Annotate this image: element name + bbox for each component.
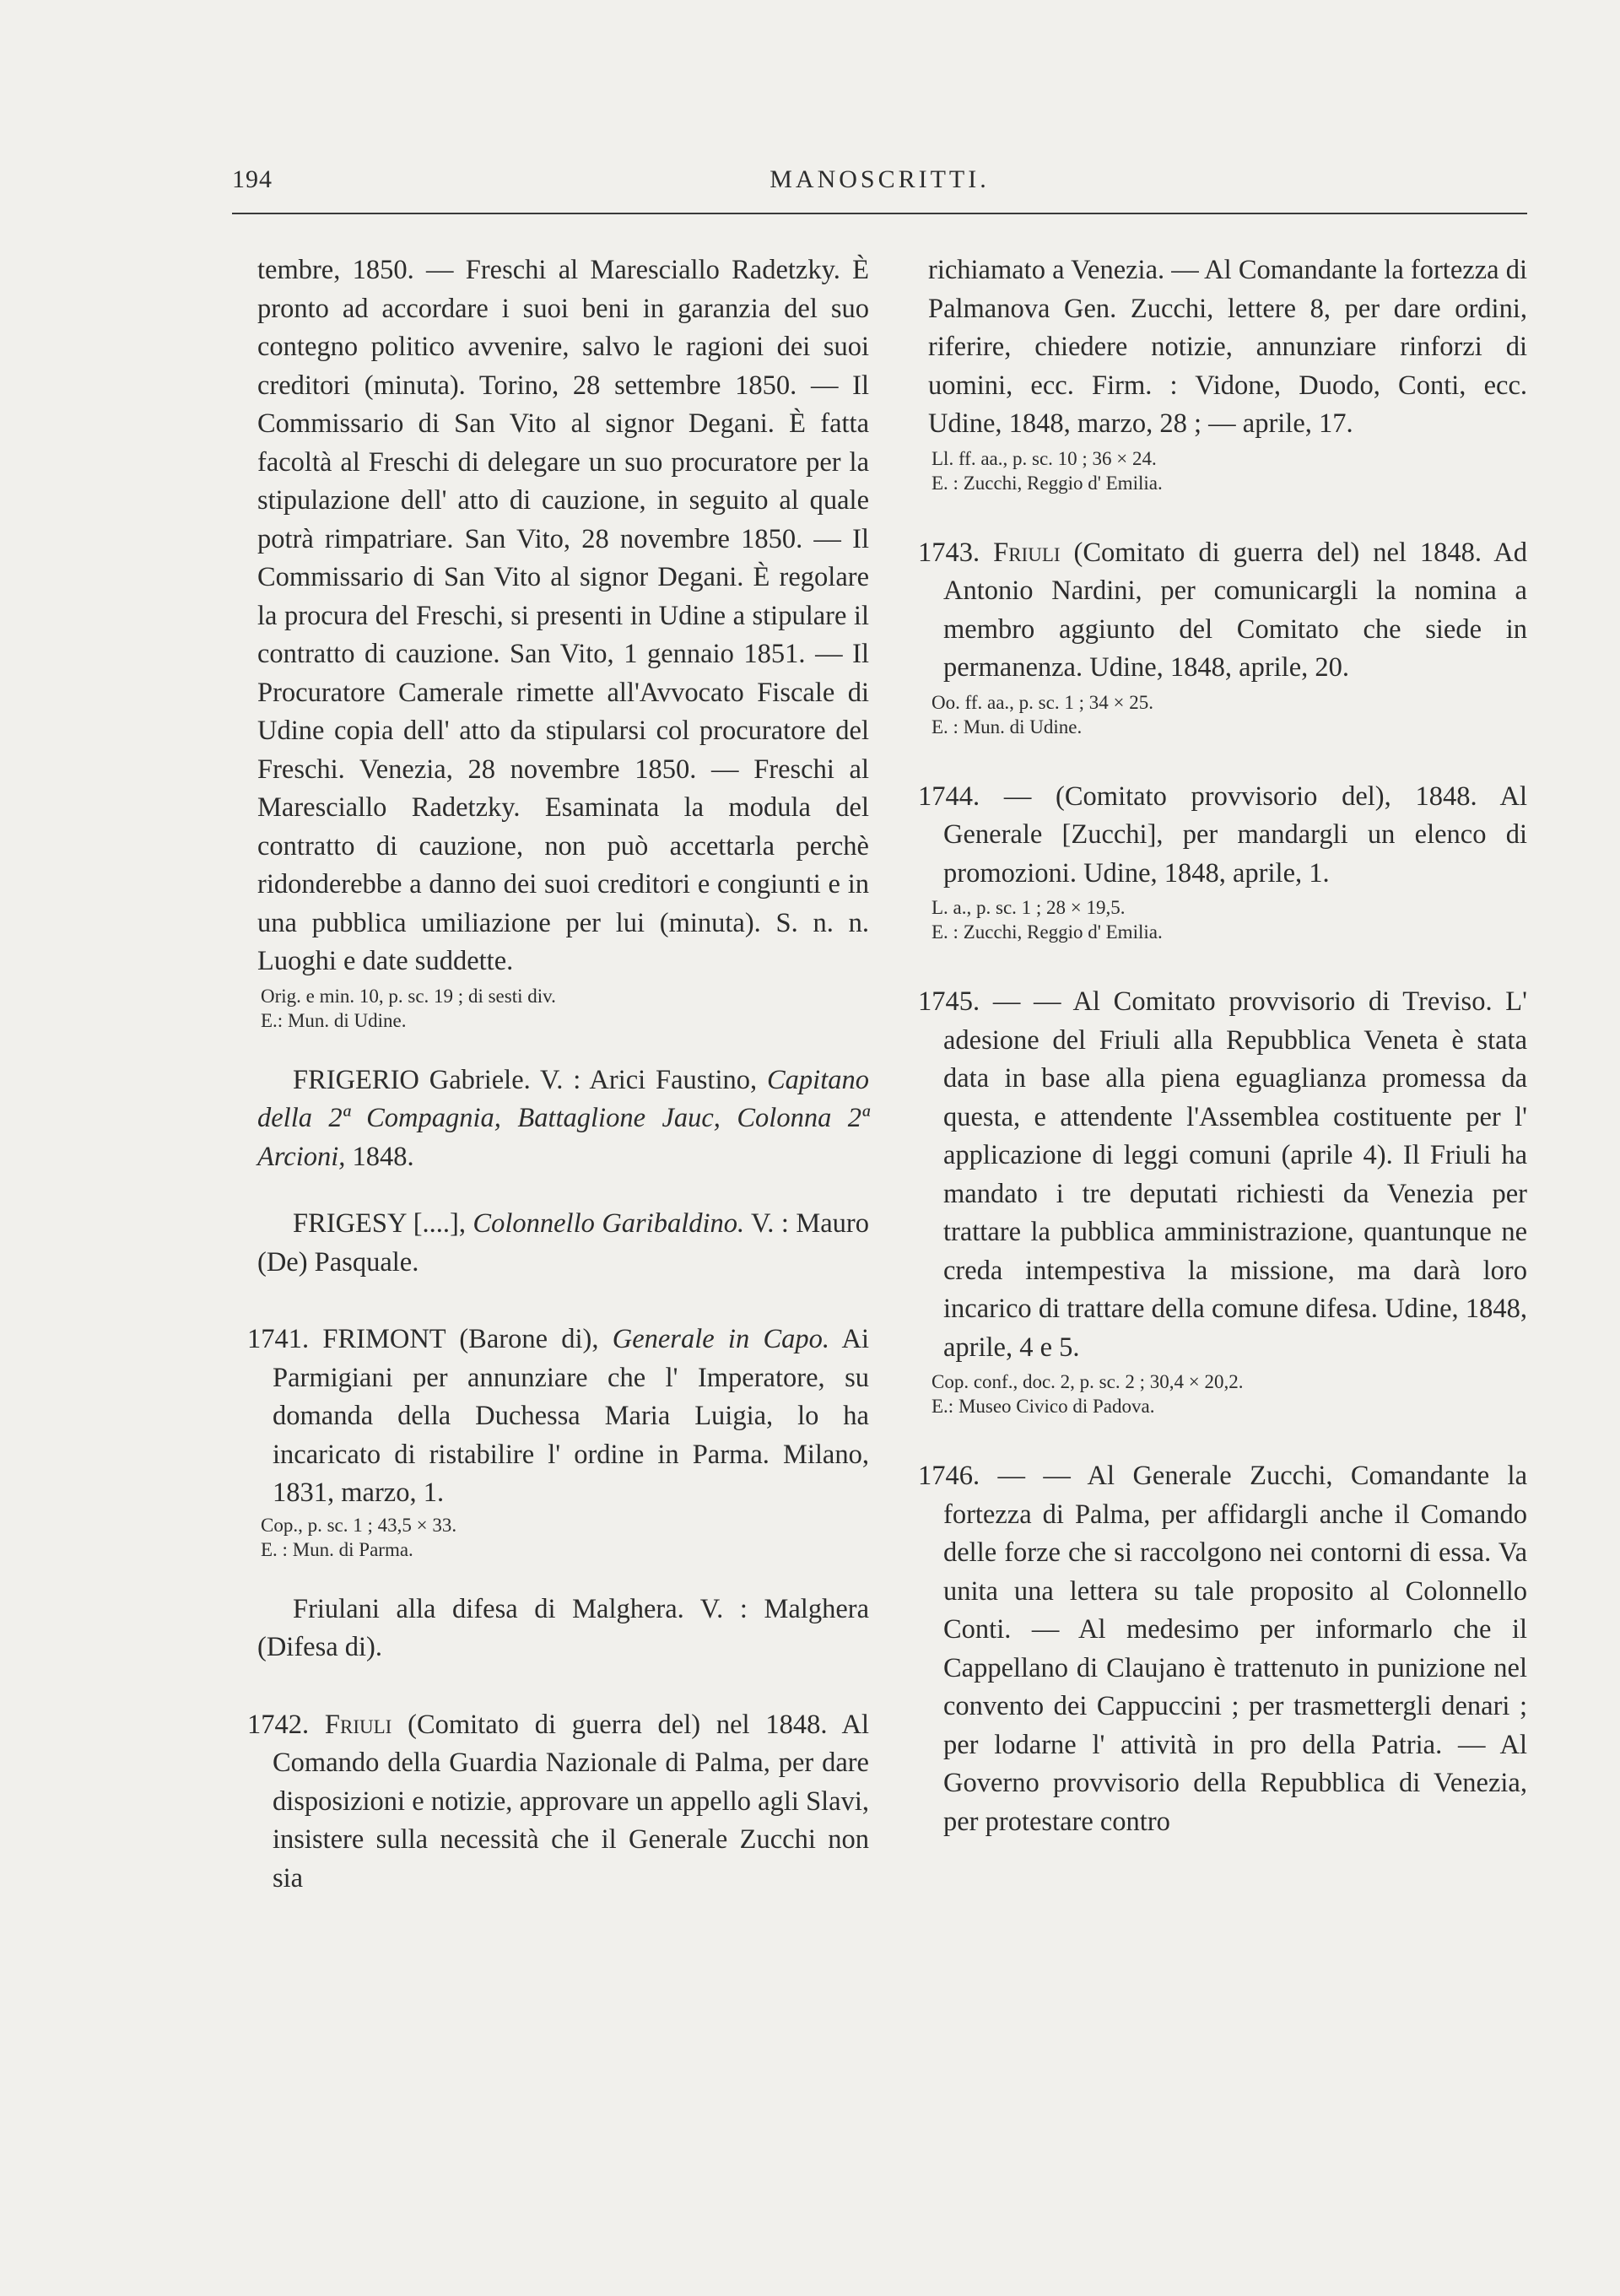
entry-1741-source-note: Cop., p. sc. 1 ; 43,5 × 33. xyxy=(261,1514,457,1536)
entry-1743 xyxy=(918,534,1527,688)
frigerio-title: Capitano della 2ª Compagnia, Battaglione Jauc, Colonna 2ª Arcioni, xyxy=(257,1064,869,1172)
entry-1741-head: 1741. FRIMONT (Barone di), xyxy=(247,1324,613,1354)
source-note: Ll. ff. aa., p. sc. 10 ; 36 × 24. xyxy=(932,447,1157,469)
frigesy-name: FRIGESY [....], xyxy=(293,1208,473,1239)
entry-1741-location-note: E. : Mun. di Parma. xyxy=(261,1538,413,1560)
source-note: Orig. e min. 10, p. sc. 19 ; di sesti div. xyxy=(261,985,556,1007)
entry-1745-source-note: Cop. conf., doc. 2, p. sc. 2 ; 30,4 × 20,2. xyxy=(932,1371,1244,1392)
entry-1745: 1745. — — Al Comitato provvisorio di Treviso. L' adesione del Friuli alla Repubblica Veneta è stata data in base alla piena eguaglianza promessa da questa, e attendente l'Assemblea costituente per l' applicazione di leggi comuni (aprile 4). Il Friuli ha mandato i tre deputati richiesti da Venezia per trattare la pubblica amministrazione, quantunque ne creda intempestiva la missione, ma darà loro incarico di trattare della comune difesa. Udine, 1848, aprile, 4 e 5. xyxy=(918,986,1527,1363)
spacer xyxy=(257,1562,869,1591)
spacer xyxy=(257,1282,869,1321)
location-note: E.: Mun. di Udine. xyxy=(261,1009,407,1031)
continued-entry-text: richiamato a Venezia. — Al Comandante la fortezza di Palmanova Gen. Zucchi, lettere 8, per dare ordini, riferire, chiedere notizie, annunziare rinforzi di uomini, ecc. Firm. : Vidone, Duodo, Conti, ecc. Udine, 1848, marzo, 28 ; — aprile, 17. xyxy=(928,255,1527,439)
spacer xyxy=(928,495,1527,534)
entry-1742 xyxy=(247,1706,869,1899)
entry-1743-text: (Comitato di guerra del) nel 1848. Ad Antonio Nardini, per comunicargli la nomina a membro aggiunto del Comitato che siede in permanenza. Udine, 1848, aprile, 20. xyxy=(943,537,1527,683)
header-rule xyxy=(232,213,1527,214)
cross-reference-frigerio xyxy=(257,1062,869,1177)
page-number: 194 xyxy=(232,165,273,193)
right-column xyxy=(918,251,1527,1841)
frigesy-ref: V. : Mauro (De) Pasquale. xyxy=(257,1208,870,1278)
location-note: E. : Zucchi, Reggio d' Emilia. xyxy=(932,472,1163,494)
running-head xyxy=(232,165,1527,199)
left-column xyxy=(247,251,870,1898)
entry-1744: 1744. — (Comitato provvisorio del), 1848. Al Generale [Zucchi], per mandargli un elenco di promozioni. Udine, 1848, aprile, 1. xyxy=(918,781,1527,889)
cross-reference-friulani: Friulani alla difesa di Malghera. V. : Malghera (Difesa di). xyxy=(257,1593,869,1662)
spacer xyxy=(928,1418,1527,1457)
entry-1741-title: Generale in Capo. xyxy=(612,1324,830,1354)
entry-1743-location-note: E. : Mun. di Udine. xyxy=(932,716,1083,737)
entry-1743-heading: Friuli xyxy=(993,537,1061,568)
cross-reference-frigesy xyxy=(257,1205,869,1282)
entry-1746: 1746. — — Al Generale Zucchi, Comandante la fortezza di Palma, per affidargli anche il Comando delle forze che si raccolgono nei contorni di essa. Va unita una lettera su tale proposito al Colonnello Conti. — Al medesimo per informarlo che il Cappellano di Claujano è trattenuto in punizione nel convento dei Cappuccini ; per trasmettergli denari ; per lodarne l' attività in pro della Patria. — Al Governo provvisorio della Repubblica di Venezia, per protestare contro xyxy=(918,1461,1527,1837)
entry-1742-number: 1742. xyxy=(247,1709,325,1740)
entry-1741 xyxy=(247,1321,869,1513)
spacer xyxy=(257,1176,869,1205)
entry-1741-text: Ai Parmigiani per annunziare che l' Imperatore, su domanda della Duchessa Maria Luigia, lo ha incaricato di ristabilire l' ordine in Parma. Milano, 1831, marzo, 1. xyxy=(273,1324,869,1508)
spacer xyxy=(257,1033,869,1062)
entry-1745-location-note: E.: Museo Civico di Padova. xyxy=(932,1396,1155,1417)
frigerio-name: FRIGERIO Gabriele. V. : Arici Faustino, xyxy=(293,1064,758,1095)
entry-1742-heading: Friuli xyxy=(324,1709,392,1740)
entry-1743-source-note: Oo. ff. aa., p. sc. 1 ; 34 × 25. xyxy=(932,691,1153,713)
entry-1744-location-note: E. : Zucchi, Reggio d' Emilia. xyxy=(932,921,1163,943)
spacer xyxy=(928,944,1527,983)
frigesy-title: Colonnello Garibaldino. xyxy=(472,1208,745,1239)
spacer xyxy=(257,1667,869,1706)
running-title: MANOSCRITTI. xyxy=(770,165,990,193)
spacer xyxy=(928,739,1527,778)
entry-1744-source-note: L. a., p. sc. 1 ; 28 × 19,5. xyxy=(932,897,1126,918)
frigerio-year: 1848. xyxy=(345,1141,414,1172)
entry-1743-number: 1743. xyxy=(918,537,994,568)
entry-1742-text: (Comitato di guerra del) nel 1848. Al Comando della Guardia Nazionale di Palma, per dare disposizioni e notizie, approvare un appello agli Slavi, insistere sulla necessità che il Generale Zucchi non sia xyxy=(273,1709,869,1894)
continued-entry-text: tembre, 1850. — Freschi al Maresciallo Radetzky. È pronto ad accordare i suoi beni in garanzia del suo contegno politico avvenire, salvo le ragioni dei suoi creditori (minuta). Torino, 28 settembre 1850. — Il Commissario di San Vito al signor Degani. È fatta facoltà al Freschi di delegare un suo procuratore per la stipulazione dell' atto di cauzione, in seguito al quale potrà rimpatriare. San Vito, 28 novembre 1850. — Il Commissario di San Vito al signor Degani. È regolare la procura del Freschi, si presenti in Udine a stipulare il contratto di cauzione. San Vito, 1 gennaio 1851. — Il Procuratore Camerale rimette all'Avvocato Fiscale di Udine copia dell' atto da stipularsi col procuratore del Freschi. Venezia, 28 novembre 1850. — Freschi al Maresciallo Radetzky. Esaminata la modula del contratto di cauzione, non può accettarla perchè ridonderebbe a danno dei suoi creditori e congiunti e in una pubblica umiliazione per lui (minuta). S. n. n. Luoghi e date suddette. xyxy=(257,255,869,976)
